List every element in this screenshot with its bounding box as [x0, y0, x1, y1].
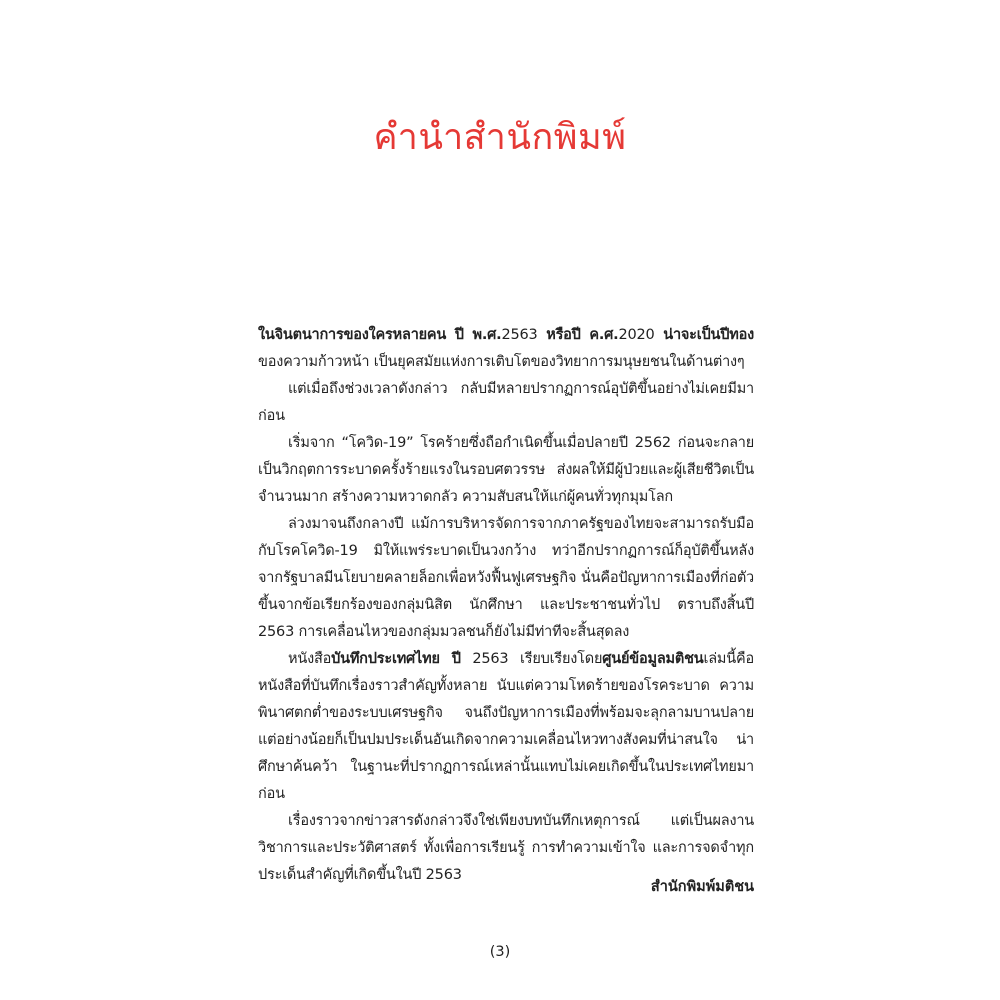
p5-text-b: 2563 เรียบเรียงโดย	[460, 651, 603, 667]
paragraph-5	[258, 646, 754, 808]
p5-text-c: เล่มนี้คือหนังสือที่บันทึกเรื่องราวสำคัญทั้งหลาย นับแต่ความโหดร้ายของโรคระบาด ความพินาศตกต่ำของระบบเศรษฐกิจ จนถึงปัญหาการเมืองที่พร้อมจะลุกลามบานปลาย แต่อย่างน้อยก็เป็นปมประเด็นอันเกิดจากความเคลื่อนไหวทางสังคมที่น่าสนใจ น่าศึกษาค้นคว้า ในฐานะที่ปรากฏการณ์เหล่านั้นแทบไม่เคยเกิดขึ้นในประเทศไทยมาก่อน	[258, 651, 754, 802]
paragraph-intro	[258, 322, 754, 376]
p5-text-a: หนังสือ	[288, 651, 332, 667]
paragraph-4: ล่วงมาจนถึงกลางปี แม้การบริหารจัดการจากภาครัฐของไทยจะสามารถรับมือกับโรคโควิด-19 มิให้แพร่ระบาดเป็นวงกว้าง ทว่าอีกปรากฏการณ์ก็อุบัติขึ้นหลังจากรัฐบาลมีนโยบายคลายล็อกเพื่อหวังฟื้นฟูเศรษฐกิจ นั่นคือปัญหาการเมืองที่ก่อตัวขึ้นจากข้อเรียกร้องของกลุ่มนิสิต นักศึกษา และประชาชนทั่วไป ตราบถึงสิ้นปี 2563 การเคลื่อนไหวของกลุ่มมวลชนก็ยังไม่มีท่าทีจะสิ้นสุดลง	[258, 516, 754, 640]
paragraph-3: เริ่มจาก “โควิด-19” โรคร้ายซึ่งถือกำเนิดขึ้นเมื่อปลายปี 2562 ก่อนจะกลายเป็นวิกฤตการระบาดครั้งร้ายแรงในรอบศตวรรษ ส่งผลให้มีผู้ป่วยและผู้เสียชีวิตเป็นจำนวนมาก สร้างความหวาดกลัว ความสับสนให้แก่ผู้คนทั่วทุกมุมโลก	[258, 435, 754, 505]
paragraph-2: แต่เมื่อถึงช่วงเวลาดังกล่าว กลับมีหลายปรากฏการณ์อุบัติขึ้นอย่างไม่เคยมีมาก่อน	[258, 381, 754, 424]
book-title: บันทึกประเทศไทย ปี	[331, 651, 461, 667]
intro-bold-2: หรือปี ค.ศ.	[537, 327, 619, 343]
intro-year-be: 2563	[501, 327, 538, 343]
intro-bold-1: ในจินตนาการของใครหลายคน ปี พ.ศ.	[258, 327, 502, 343]
page-title: คำนำสำนักพิมพ์	[373, 117, 627, 159]
body-text	[258, 322, 754, 889]
intro-year-ad: 2020	[618, 327, 655, 343]
signature: สำนักพิมพ์มติชน	[650, 879, 754, 895]
intro-bold-3: น่าจะเป็นปีทอง	[654, 327, 754, 343]
paragraph-6: เรื่องราวจากข่าวสารดังกล่าวจึงใช่เพียงบทบันทึกเหตุการณ์ แต่เป็นผลงานวิชาการและประวัติศาสตร์ ทั้งเพื่อการเรียนรู้ การทำความเข้าใจ และการจดจำทุกประเด็นสำคัญที่เกิดขึ้นในปี 2563	[258, 813, 754, 883]
page-number: (3)	[489, 944, 511, 960]
intro-line-2: ของความก้าวหน้า เป็นยุคสมัยแห่งการเติบโตของวิทยาการมนุษยชนในด้านต่างๆ	[258, 354, 745, 370]
publisher-info-center: ศูนย์ข้อมูลมติชน	[602, 651, 704, 667]
